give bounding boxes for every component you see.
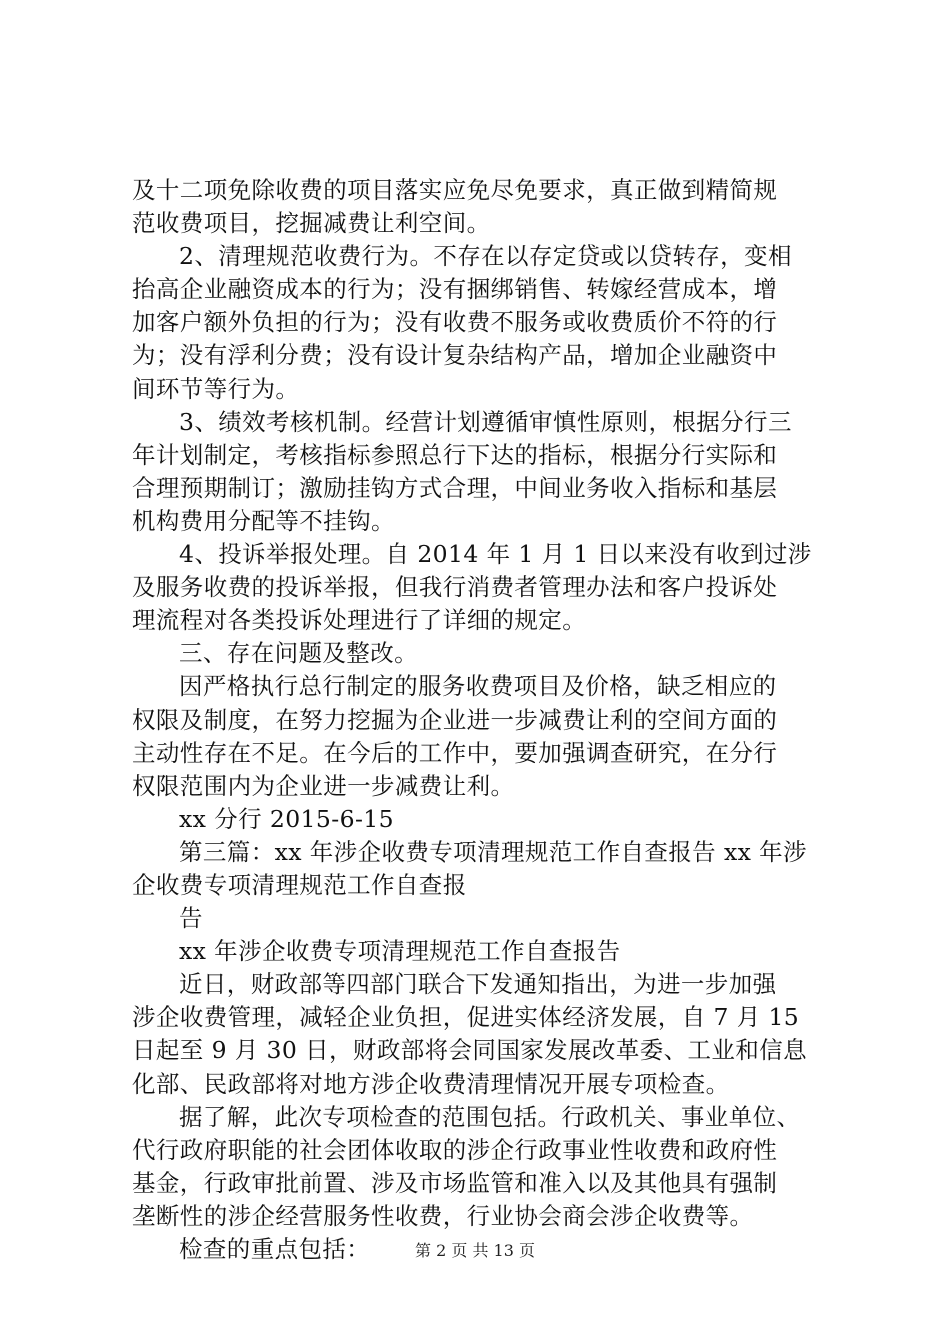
text-line: 及服务收费的投诉举报，但我行消费者管理办法和客户投诉处 xyxy=(132,573,778,602)
text-line: 为；没有浮利分费；没有设计复杂结构产品，增加企业融资中 xyxy=(132,341,778,370)
text-line: 权限范围内为企业进一步减费让利。 xyxy=(132,771,515,800)
text-line: 3、绩效考核机制。经营计划遵循审慎性原则，根据分行三 xyxy=(179,407,792,436)
text-line: 化部、民政部将对地方涉企收费清理情况开展专项检查。 xyxy=(132,1069,730,1098)
text-line: 告 xyxy=(179,904,203,933)
text-line: 合理预期制订；激励挂钩方式合理，中间业务收入指标和基层 xyxy=(132,473,778,502)
text-line: 机构费用分配等不挂钩。 xyxy=(132,506,395,535)
text-line: 年计划制定，考核指标参照总行下达的指标，根据分行实际和 xyxy=(132,440,778,469)
text-line: 抬高企业融资成本的行为；没有捆绑销售、转嫁经营成本，增 xyxy=(132,275,778,304)
text-line: xx 年涉企收费专项清理规范工作自查报告 xyxy=(179,937,621,966)
text-line: 及十二项免除收费的项目落实应免尽免要求，真正做到精简规 xyxy=(132,176,778,204)
text-line: 理流程对各类投诉处理进行了详细的规定。 xyxy=(132,606,587,635)
text-line: 因严格执行总行制定的服务收费项目及价格，缺乏相应的 xyxy=(179,672,777,701)
text-line: xx 分行 2015-6-15 xyxy=(179,804,394,833)
text-line: 涉企收费管理，减轻企业负担，促进实体经济发展，自 7 月 15 xyxy=(132,1003,800,1032)
text-line: 2、清理规范收费行为。不存在以存定贷或以贷转存，变相 xyxy=(179,242,792,271)
text-line: 日起至 9 月 30 日，财政部将会同国家发展改革委、工业和信息 xyxy=(132,1036,808,1065)
text-line: 企收费专项清理规范工作自查报 xyxy=(132,870,467,899)
text-line: 权限及制度，在努力挖掘为企业进一步减费让利的空间方面的 xyxy=(132,705,778,734)
text-line: 检查的重点包括： xyxy=(179,1235,371,1263)
text-line: 4、投诉举报处理。自 2014 年 1 月 1 日以来没有收到过涉 xyxy=(179,540,812,569)
text-line: 范收费项目，挖掘减费让利空间。 xyxy=(132,209,491,238)
text-line: 代行政府职能的社会团体收取的涉企行政事业性收费和政府性 xyxy=(132,1135,778,1164)
text-line: 间环节等行为。 xyxy=(132,374,300,403)
text-line: 垄断性的涉企经营服务性收费，行业协会商会涉企收费等。 xyxy=(132,1201,754,1230)
text-line: 加客户额外负担的行为；没有收费不服务或收费质价不符的行 xyxy=(132,308,778,337)
text-line: 主动性存在不足。在今后的工作中，要加强调查研究，在分行 xyxy=(132,738,778,767)
text-line: 基金，行政审批前置、涉及市场监管和准入以及其他具有强制 xyxy=(132,1168,778,1197)
text-line: 近日，财政部等四部门联合下发通知指出，为进一步加强 xyxy=(179,970,777,999)
text-line: 第三篇：xx 年涉企收费专项清理规范工作自查报告 xx 年涉 xyxy=(179,837,807,866)
document-body xyxy=(132,174,832,1266)
page-footer: 第 2 页 共 13 页 xyxy=(415,1241,535,1260)
text-line: 据了解，此次专项检查的范围包括。行政机关、事业单位、 xyxy=(179,1102,801,1131)
text-line: 三、存在问题及整改。 xyxy=(179,639,418,668)
